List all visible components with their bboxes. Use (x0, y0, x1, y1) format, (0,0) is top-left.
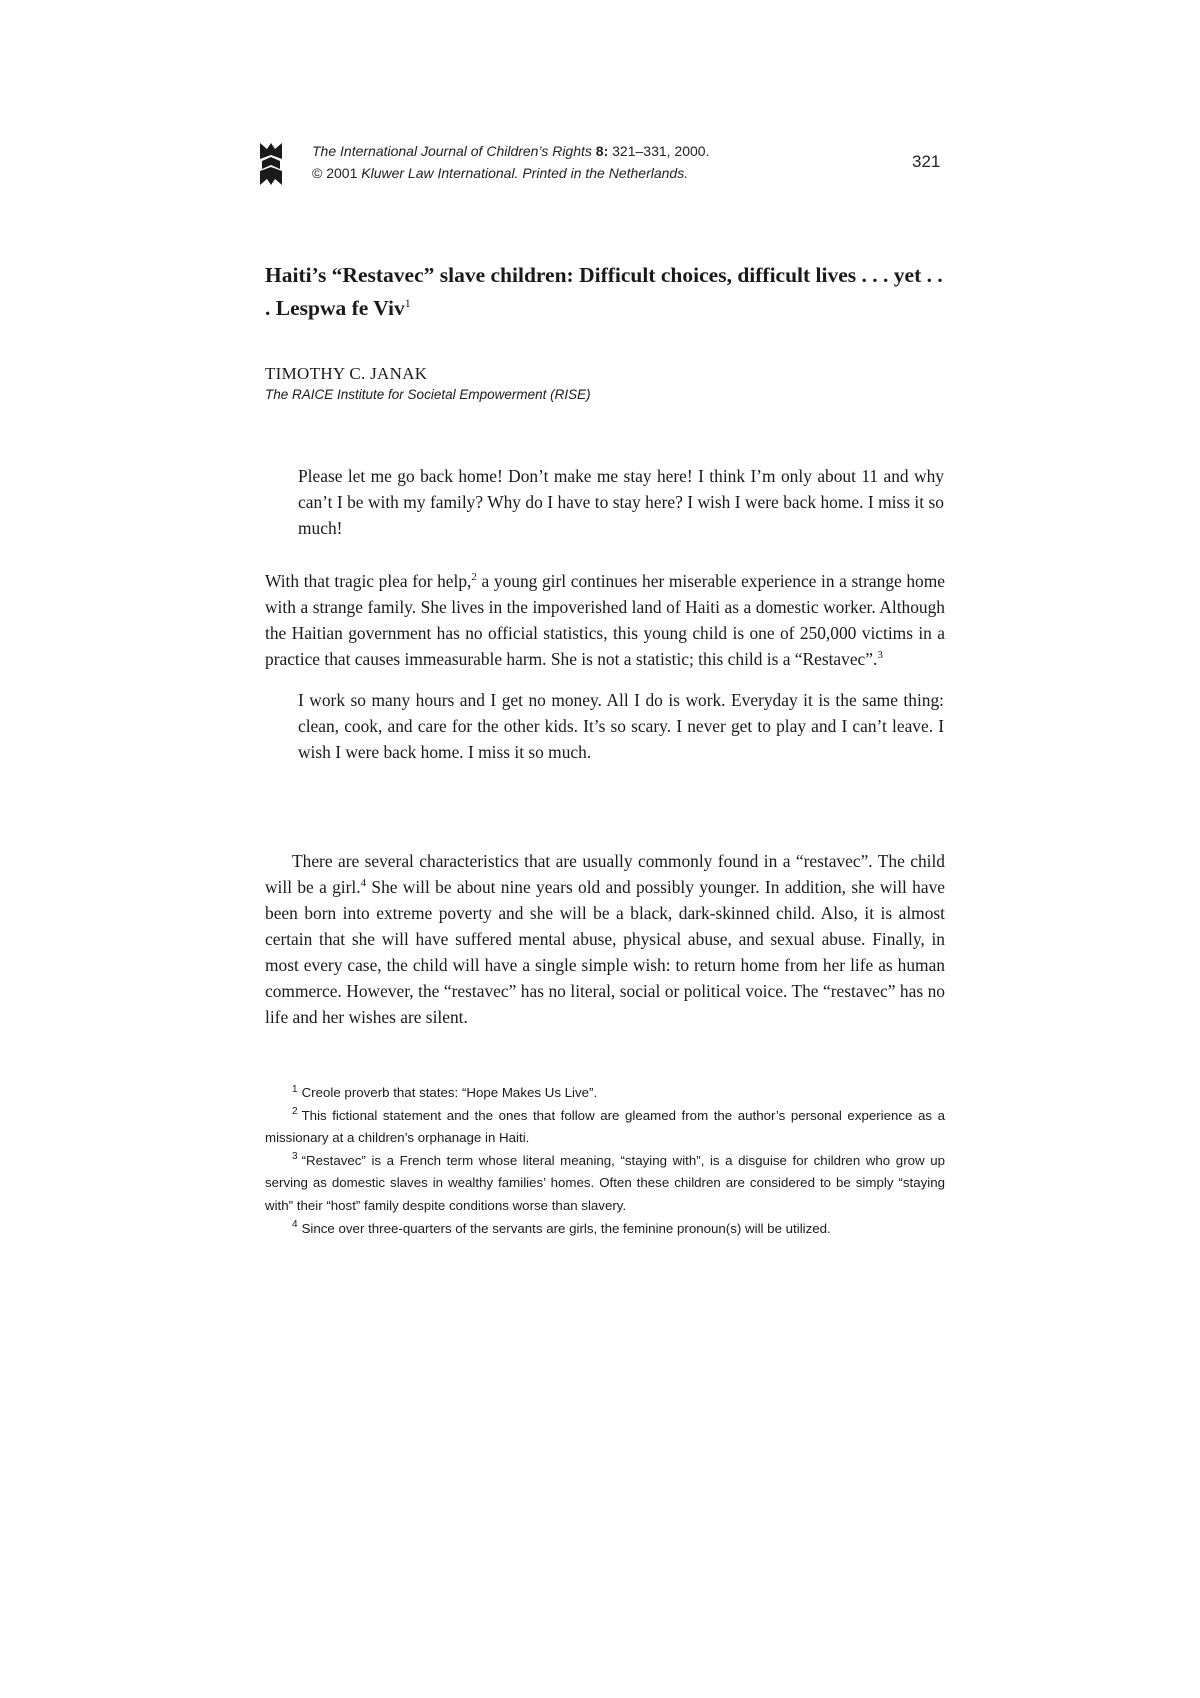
journal-name: The International Journal of Children’s Rights (312, 143, 592, 159)
journal-header (284, 141, 944, 191)
journal-citation (312, 143, 709, 159)
footnote-text: “Restavec” is a French term whose literal meaning, “staying with”, is a disguise for children who grow up serving as domestic slaves in wealthy families’ homes. Often these children are considered to be simply “staying with” their “host” family despite conditions worse than slavery. (265, 1152, 945, 1213)
footnote-number: 3 (292, 1151, 298, 1163)
paragraph-text: She will be about nine years old and possibly younger. In addition, she will have been born into extreme poverty and she will be a black, dark-skinned child. Also, it is almost certain that she will have suffered mental abuse, physical abuse, and sexual abuse. Finally, in most every case, the child will have a single simple wish: to return home from her life as human commerce. However, the “restavec” has no literal, social or political voice. The “restavec” has no life and her wishes are silent. (265, 877, 945, 1027)
footnote-4 (265, 1218, 945, 1241)
body-paragraph-2 (265, 848, 945, 1030)
publisher-name: Kluwer Law International. (357, 165, 519, 181)
footnote-3 (265, 1150, 945, 1218)
footnote-ref-4: 4 (360, 877, 367, 890)
footnote-text: Since over three-quarters of the servants are girls, the feminine pronoun(s) will be utilized. (301, 1220, 831, 1236)
footnotes (265, 1082, 945, 1240)
footnote-number: 4 (292, 1219, 298, 1231)
block-quote-2: I work so many hours and I get no money. All I do is work. Everyday it is the same thing: clean, cook, and care for the other kids. It’s so scary. I never get to play and I can’t leave. I wish I were back home. I miss it so much. (298, 690, 944, 762)
paragraph-text: With that tragic plea for help, (265, 571, 472, 591)
footnote-1 (265, 1082, 945, 1105)
article-title-text: Haiti’s “Restavec” slave children: Difficult choices, difficult lives . . . yet . . . Lespwa fe Viv (265, 263, 943, 321)
body-paragraph-1 (265, 568, 945, 672)
paragraph-text: There are several characteristics that are usually commonly found in a “restavec”. The child will be a girl. (265, 851, 945, 897)
article-title (265, 261, 945, 322)
block-quote-1: Please let me go back home! Don’t make me stay here! I think I’m only about 11 and why can’t I be with my family? Why do I have to stay here? I wish I were back home. I miss it so much! (298, 466, 944, 538)
paragraph-text: a young girl continues her miserable experience in a strange home with a strange family. She lives in the impoverished land of Haiti as a domestic worker. Although the Haitian government has no official statistics, this young child is one of 250,000 victims in a practice that causes immeasurable harm. She is not a statistic; this child is a “Restavec”. (265, 571, 945, 669)
footnote-ref-3: 3 (877, 649, 883, 662)
footnote-ref-2: 2 (471, 571, 477, 584)
footnote-text: This fictional statement and the ones that follow are gleamed from the author’s personal experience as a missionary at a children’s orphanage in Haiti. (265, 1107, 945, 1146)
title-footnote-ref: 1 (404, 296, 411, 310)
journal-volume: 8: (595, 143, 609, 159)
journal-pages-year: 321–331, 2000. (608, 143, 710, 159)
footnote-number: 2 (292, 1106, 298, 1118)
footnote-2 (265, 1105, 945, 1150)
printed-location: Printed in the Netherlands. (518, 165, 689, 181)
author-affiliation: The RAICE Institute for Societal Empowerment (RISE) (265, 387, 591, 402)
author-name: TIMOTHY C. JANAK (265, 364, 428, 383)
footnote-text: Creole proverb that states: “Hope Makes Us Live”. (301, 1085, 598, 1100)
footnote-number: 1 (292, 1083, 298, 1095)
publisher-logo-icon (260, 143, 282, 185)
copyright-year: © 2001 (312, 165, 358, 181)
copyright-line (312, 165, 688, 181)
page-number: 321 (912, 152, 941, 171)
